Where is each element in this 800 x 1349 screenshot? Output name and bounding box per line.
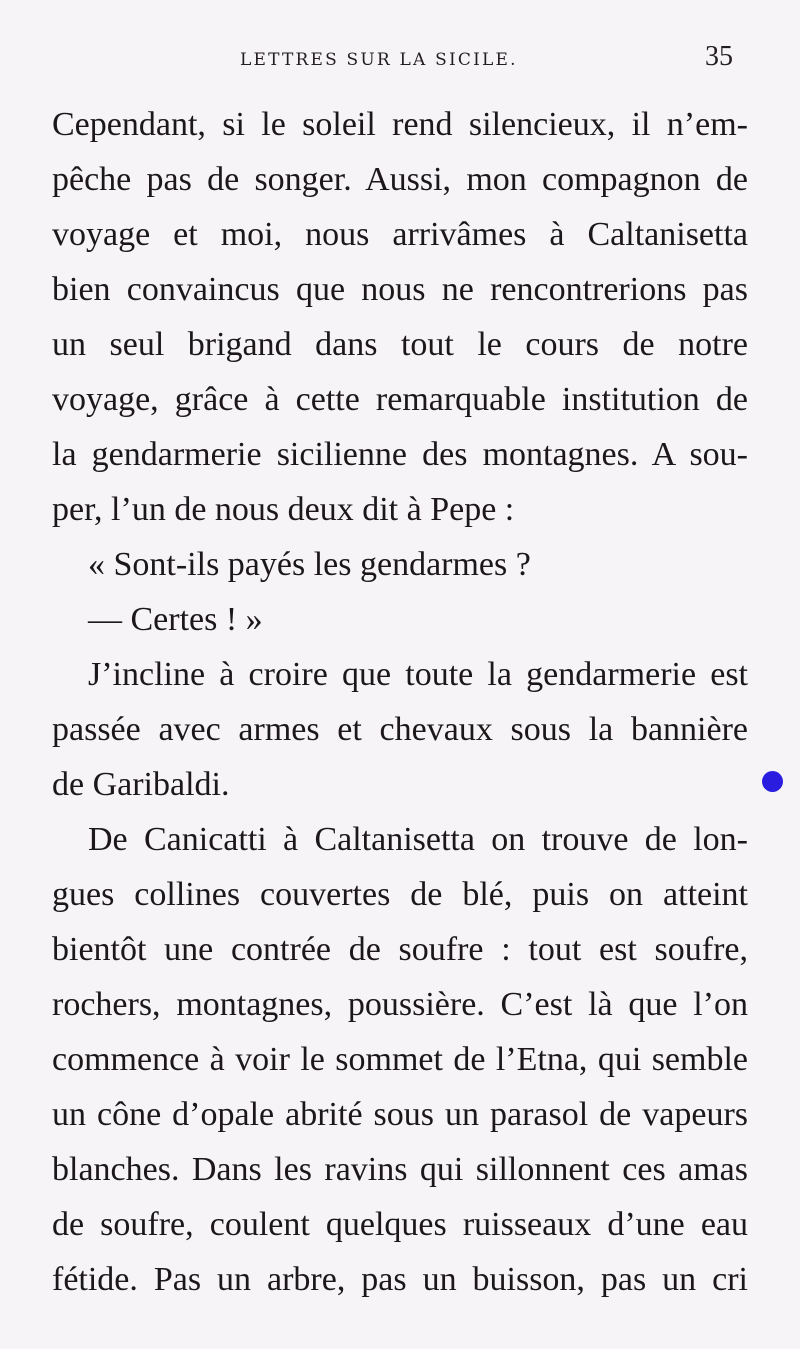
text-line: — Certes ! » [88,601,263,638]
text-line: voyage, grâce à cette remarquable institution de [52,381,748,418]
text-line: pêche pas de songer. Aussi, mon compagnon de [52,161,748,198]
text-line: la gendarmerie sicilienne des montagnes. A sou- [52,436,748,473]
page-number: 35 [705,41,733,72]
text-line: « Sont-ils payés les gendarmes ? [88,546,531,583]
ink-dot-mark [762,771,783,792]
text-line: rochers, montagnes, poussière. C’est là que l’on [52,986,748,1023]
text-line: voyage et moi, nous arrivâmes à Caltanisetta [52,216,748,253]
text-line: passée avec armes et chevaux sous la bannière [52,711,748,748]
text-line: de soufre, coulent quelques ruisseaux d’une eau [52,1206,748,1243]
text-line: commence à voir le sommet de l’Etna, qui semble [52,1041,748,1078]
text-line: un cône d’opale abrité sous un parasol de vapeurs [52,1096,748,1133]
text-line: gues collines couvertes de blé, puis on atteint [52,876,748,913]
text-line: bien convaincus que nous ne rencontrerions pas [52,271,748,308]
text-line: J’incline à croire que toute la gendarmerie est [88,656,748,693]
text-line: De Canicatti à Caltanisetta on trouve de lon- [88,821,748,858]
text-line: un seul brigand dans tout le cours de notre [52,326,748,363]
text-line: fétide. Pas un arbre, pas un buisson, pas un cri [52,1261,748,1298]
text-line: Cependant, si le soleil rend silencieux, il n’em- [52,106,748,143]
text-line: de Garibaldi. [52,766,230,803]
text-line: bientôt une contrée de soufre : tout est soufre, [52,931,748,968]
text-line: per, l’un de nous deux dit à Pepe : [52,491,515,528]
running-head: LETTRES SUR LA SICILE. [240,50,518,70]
text-line: blanches. Dans les ravins qui sillonnent ces amas [52,1151,748,1188]
